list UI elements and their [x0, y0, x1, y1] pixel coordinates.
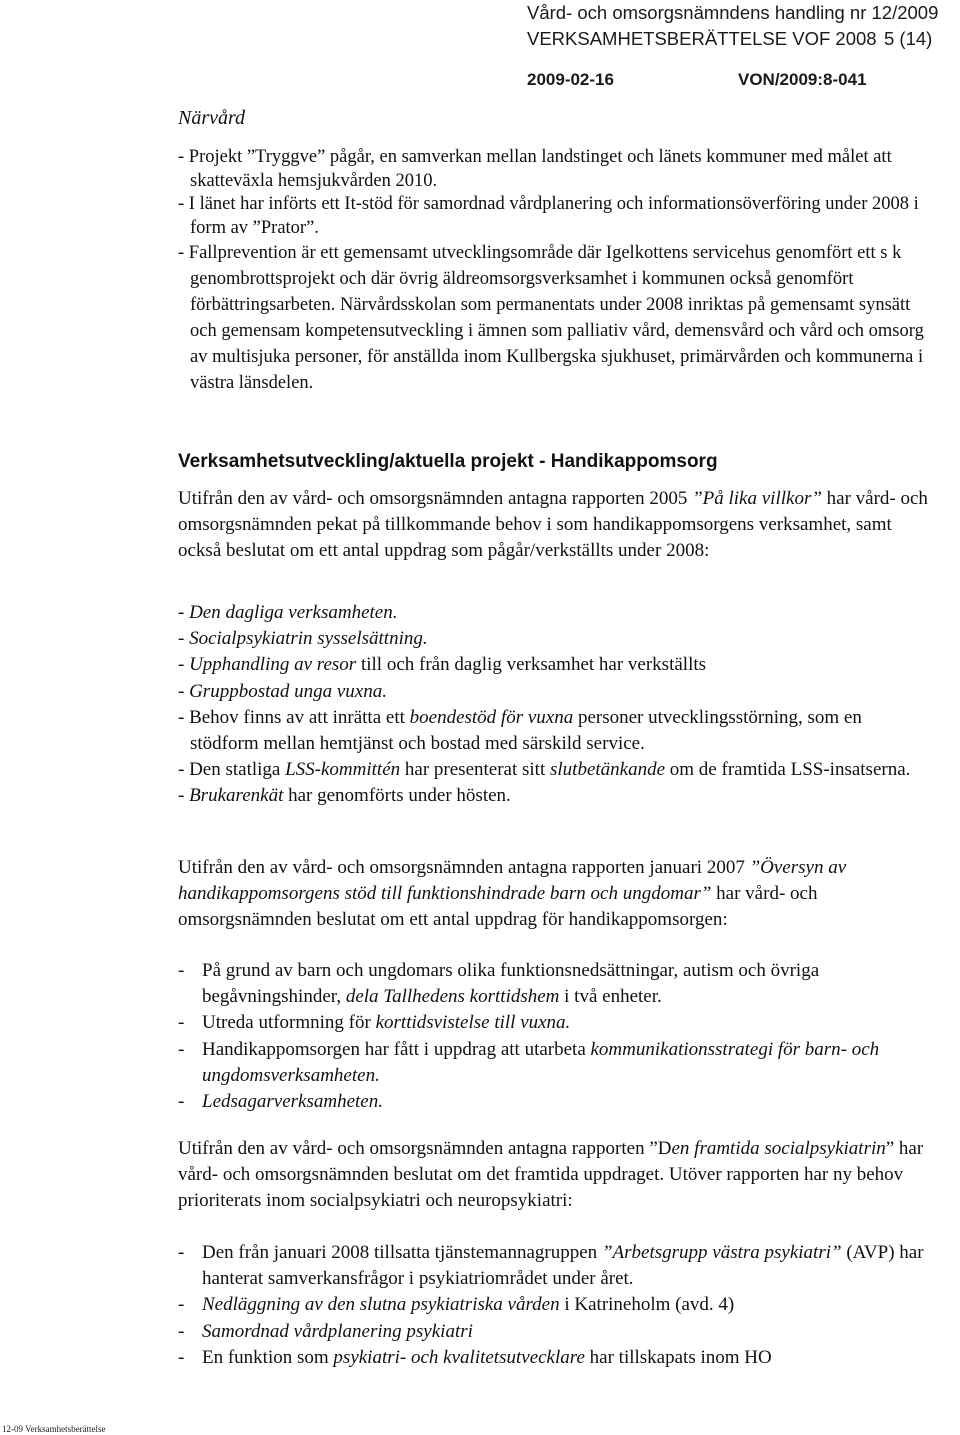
list-item: - Samordnad vårdplanering psykiatri — [178, 1320, 473, 1342]
list-item: - Den dagliga verksamheten. — [178, 602, 398, 623]
section-title-narvard: Närvård — [178, 107, 246, 129]
list-item: - Socialpsykiatrin sysselsättning. — [178, 628, 428, 650]
header-report-title: VERKSAMHETSBERÄTTELSE VOF 2008 — [527, 28, 877, 49]
paragraph-pa-lika-villkor: Utifrån den av vård- och omsorgsnämnden antagna rapporten 2005 ”På lika villkor” har vård- och omsorgsnämnden pekat på tillkommande behov i som handikappomsorgens verksamhet, samt också beslutat om ett antal uppdrag som pågår/verkställts under 2008: — [178, 488, 928, 562]
list-item: - Den från januari 2008 tillsatta tjänstemannagruppen ”Arbetsgrupp västra psykiatri” (AVP) har hanterat samverkansfrågor i psykiatriområdet under året. — [178, 1242, 924, 1290]
list-item: - Gruppbostad unga vuxna. — [178, 680, 387, 702]
header-date: 2009-02-16 — [527, 70, 614, 89]
list-item: - Brukarenkät har genomförts under hösten. — [178, 785, 511, 807]
header-committee-line: Vård- och omsorgsnämndens handling nr 12/2009 — [527, 2, 939, 23]
page-footer: 12-09 Verksamhetsberättelse — [2, 1424, 106, 1434]
list-item: - Utreda utformning för korttidsvistelse till vuxna. — [178, 1012, 571, 1034]
list-item: - Ledsagarverksamheten. — [178, 1091, 383, 1113]
section-heading-handikappomsorg: Verksamhetsutveckling/aktuella projekt - Handikappomsorg — [178, 451, 718, 472]
list-item: - Den statliga LSS-kommittén har presenterat sitt slutbetänkande om de framtida LSS-insatserna. — [178, 759, 911, 781]
list-item: - En funktion som psykiatri- och kvalitetsutvecklare har tillskapats inom HO — [178, 1346, 772, 1368]
narvard-bullet-tryggve: - Projekt ”Tryggve” pågår, en samverkan mellan landstinget och länets kommuner med målet att skatteväxla hemsjukvården 2010. — [178, 147, 892, 191]
list-barn-ungdom-uppdrag — [178, 958, 930, 1115]
list-psykiatri-uppdrag — [178, 1240, 930, 1371]
paragraph-oversyn: Utifrån den av vård- och omsorgsnämnden antagna rapporten januari 2007 ”Översyn av handikappomsorgens stöd till funktionshindrade barn och ungdomar” har vård- och omsorgsnämnden beslutat om ett antal uppdrag för handikappomsorgen: — [178, 857, 847, 931]
list-item: - Handikappomsorgen har fått i uppdrag att utarbeta kommunikationsstrategi för barn- och ungdomsverksamheten. — [178, 1038, 880, 1086]
narvard-bullet-fallprevention: - Fallprevention är ett gemensamt utvecklingsområde där Igelkottens servicehus genomfört ett s k genombrottsprojekt och där övrig äldreomsorgsverksamhet i kommunen också genomfört förbättringsarbeten. Närvårdsskolan som permanentats under 2008 inriktas på gemensamt synsätt och gemensam kompetensutveckling i ämnen som palliativ vård, demensvård och vård och omsorg av multisjuka personer, för anställda inom Kullbergska sjukhuset, primärvården och kommunerna i västra länsdelen. — [178, 243, 924, 393]
header-page-number: 5 (14) — [884, 28, 933, 49]
narvard-bullet-it-stod: - I länet har införts ett It-stöd för samordnad vårdplanering och informationsöverföring under 2008 i form av ”Prator”. — [178, 194, 919, 238]
narvard-list — [178, 146, 930, 396]
list-item: - På grund av barn och ungdomars olika funktionsnedsättningar, autism och övriga begåvningshinder, dela Tallhedens korttidshem i två enheter. — [178, 960, 820, 1008]
list-item: - Upphandling av resor till och från daglig verksamhet har verkställts — [178, 654, 707, 676]
list-handikapp-uppdrag — [178, 600, 930, 810]
list-item: - Nedläggning av den slutna psykiatriska vården i Katrineholm (avd. 4) — [178, 1294, 735, 1316]
paragraph-socialpsykiatri: Utifrån den av vård- och omsorgsnämnden antagna rapporten ”Den framtida socialpsykiatrin” har vård- och omsorgsnämnden beslutat om det framtida uppdraget. Utöver rapporten har ny behov prioriterats inom socialpsykiatri och neuropsykiatri: — [178, 1138, 924, 1212]
list-item: - Behov finns av att inrätta ett boendestöd för vuxna personer utvecklingsstörning, som en stödform mellan hemtjänst och bostad med särskild service. — [178, 706, 862, 755]
header-reference: VON/2009:8-041 — [738, 70, 867, 89]
